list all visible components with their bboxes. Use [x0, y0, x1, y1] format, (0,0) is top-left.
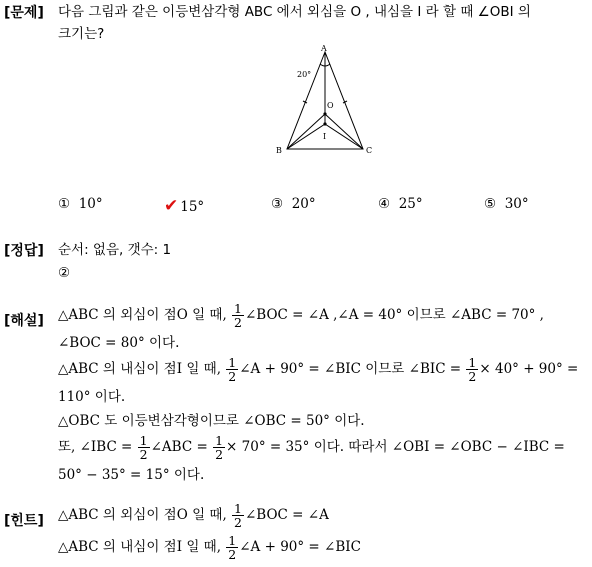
answer-text-line2: ②	[58, 265, 71, 281]
choice-5-text: 30°	[504, 196, 529, 212]
fraction-half: $\frac{1}{2}$	[139, 433, 148, 462]
choice-3-marker: ③	[271, 196, 284, 212]
explanation-line7: 50° − 35° = 15° 이다.	[58, 467, 205, 483]
angle-label: 20°	[297, 70, 312, 79]
vertex-c-label: C	[366, 146, 373, 155]
fraction-half: $\frac{1}{2}$	[215, 433, 224, 462]
explanation-line2: ∠BOC = 80° 이다.	[58, 335, 180, 351]
explanation-line3	[58, 356, 578, 383]
vertex-b-label: B	[276, 146, 282, 155]
point-i-label: I	[323, 132, 327, 141]
hint-line2-b: ∠A + 90° = ∠BIC	[239, 539, 361, 555]
choice-1[interactable]	[58, 196, 103, 212]
hint-line1-a: △ABC 의 외심이 점O 일 때,	[58, 507, 227, 523]
answer-text-line1: 순서: 없음, 갯수: 1	[58, 242, 172, 258]
fraction-half: $\frac{1}{2}$	[228, 355, 237, 384]
choice-5[interactable]	[484, 196, 529, 212]
explanation-line6-b: ∠ABC =	[150, 439, 208, 455]
choice-5-marker: ⑤	[484, 196, 497, 212]
vertex-a-label: A	[321, 44, 327, 53]
choice-4-marker: ④	[378, 196, 391, 212]
triangle-figure	[270, 44, 380, 156]
hint-label: [힌트]	[4, 513, 44, 529]
explanation-line6	[58, 434, 565, 461]
problem-text-line2: 크기는?	[58, 26, 105, 42]
segment-b-o	[287, 114, 325, 149]
fraction-half: $\frac{1}{2}$	[234, 301, 242, 330]
answer-choices	[58, 196, 578, 216]
point-o-label: O	[327, 101, 334, 110]
fraction-half: $\frac{1}{2}$	[468, 355, 477, 384]
hint-line1-b: ∠BOC = ∠A	[244, 507, 329, 523]
choice-4[interactable]	[378, 196, 423, 212]
choice-4-text: 25°	[398, 196, 423, 212]
explanation-line5: △OBC 도 이등변삼각형이므로 ∠OBC = 50° 이다.	[58, 413, 365, 429]
choice-2[interactable]	[164, 196, 204, 216]
choice-1-text: 10°	[78, 196, 103, 212]
segment-b-i	[287, 124, 325, 149]
answer-label: [정답]	[4, 243, 44, 259]
explanation-line4: 110° 이다.	[58, 389, 126, 405]
hint-line1	[58, 502, 329, 529]
fraction-half: $\frac{1}{2}$	[234, 501, 242, 530]
hint-line2-a: △ABC 의 내심이 점I 일 때,	[58, 539, 221, 555]
fraction-half: $\frac{1}{2}$	[228, 533, 237, 562]
explanation-line3-a: △ABC 의 내심이 점I 일 때,	[58, 361, 221, 377]
segment-c-o	[325, 114, 363, 149]
explanation-line3-b: ∠A + 90° = ∠BIC 이므로 ∠BIC =	[239, 361, 462, 377]
check-icon: ✔	[164, 196, 179, 216]
segment-c-i	[325, 124, 363, 149]
explanation-line6-c: × 70° = 35° 이다. 따라서 ∠OBI = ∠OBC − ∠IBC =	[226, 439, 565, 455]
problem-label: [문제]	[4, 5, 44, 21]
explanation-line1-b: ∠BOC = ∠A ,∠A = 40° 이므로 ∠ABC = 70° ,	[244, 307, 544, 323]
choice-1-marker: ①	[58, 196, 71, 212]
explanation-label: [해설]	[4, 313, 44, 329]
choice-3-text: 20°	[291, 196, 316, 212]
explanation-line6-a: 또, ∠IBC =	[58, 439, 133, 455]
choice-3[interactable]	[271, 196, 316, 212]
explanation-line3-c: × 40° + 90° =	[479, 361, 579, 377]
problem-text-line1: 다음 그림과 같은 이등변삼각형 ABC 에서 외심을 O , 내심을 I 라 할 때 ∠OBI 의	[58, 4, 531, 20]
point-i-dot	[323, 122, 326, 125]
point-o-dot	[323, 112, 326, 115]
explanation-line1	[58, 302, 544, 329]
hint-line2	[58, 534, 361, 561]
explanation-line1-a: △ABC 의 외심이 점O 일 때,	[58, 307, 227, 323]
choice-2-text: 15°	[180, 199, 205, 215]
